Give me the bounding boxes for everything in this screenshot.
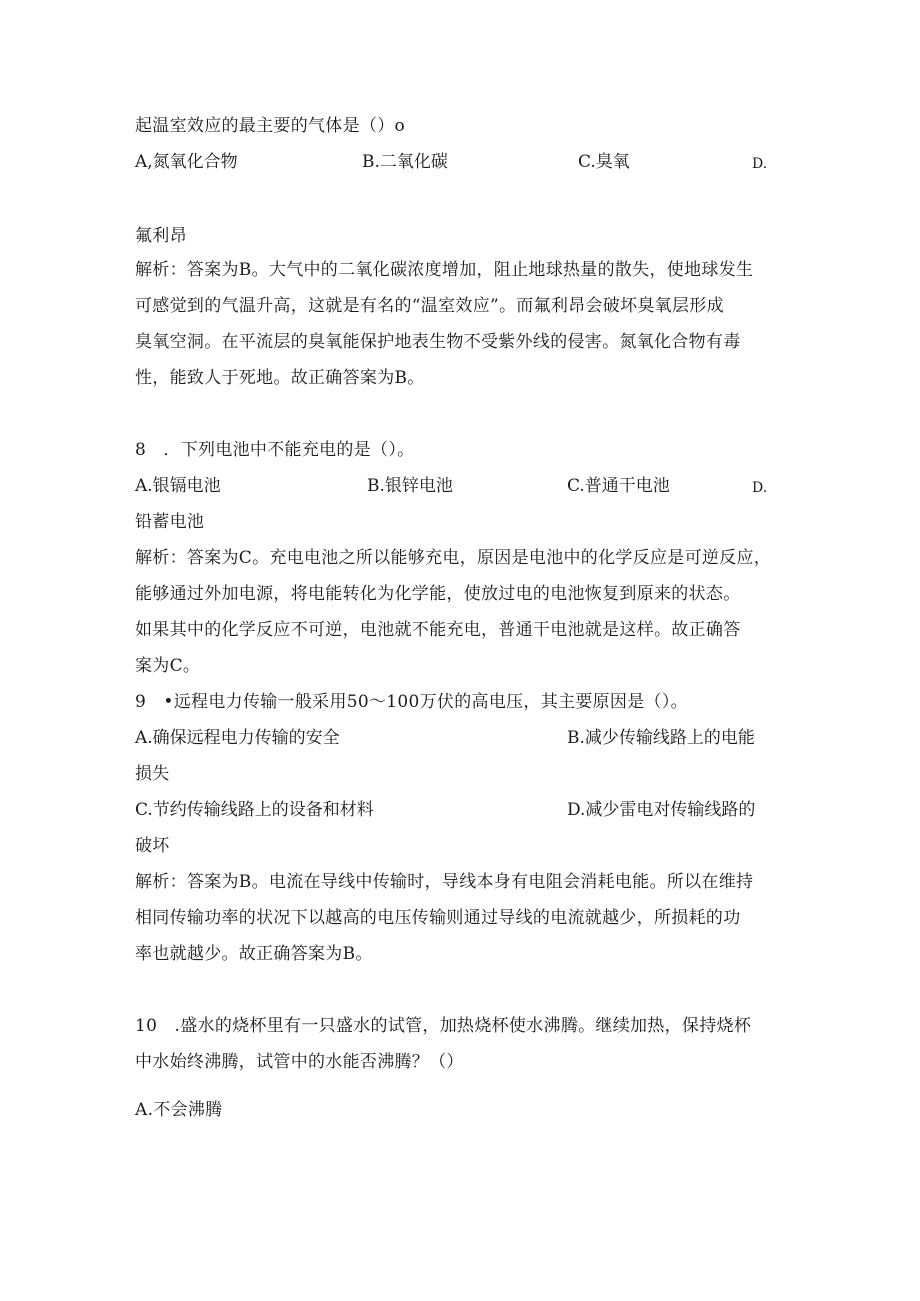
q8-analysis-line: 如果其中的化学反应不可逆，电池就不能充电，普通干电池就是这样。故正确答 bbox=[135, 620, 741, 640]
q9-option-b: B.减少传输线路上的电能 bbox=[567, 728, 755, 748]
q7-option-a: A,氮氧化合物 bbox=[135, 152, 238, 172]
q9-stem: 9 •远程电力传输一般采用50～100万伏的高电压，其主要原因是（）。 bbox=[135, 692, 688, 712]
q8-analysis-line: 能够通过外加电源，将电能转化为化学能，使放过电的电池恢复到原来的状态。 bbox=[135, 584, 741, 604]
q9-option-c: C.节约传输线路上的设备和材料 bbox=[135, 800, 374, 820]
q7-stem: 起温室效应的最主要的气体是（）o bbox=[135, 116, 406, 136]
q8-stem: 8 ．下列电池中不能充电的是（）。 bbox=[135, 440, 415, 460]
q7-analysis-line: 可感觉到的气温升高，这就是有名的“温室效应”。而氟利昂会破坏臭氧层形成 bbox=[135, 296, 724, 316]
q7-analysis-line: 解析：答案为B。大气中的二氧化碳浓度增加，阻止地球热量的散失，使地球发生 bbox=[135, 260, 754, 280]
q8-analysis-line: 案为C。 bbox=[135, 656, 201, 676]
q9-option-d-text: 破坏 bbox=[135, 836, 170, 856]
q8-option-a: A.银镉电池 bbox=[135, 476, 221, 496]
q7-option-c: C.臭氧 bbox=[578, 152, 630, 172]
q8-option-b: B.银锌电池 bbox=[367, 476, 453, 496]
q9-option-b-text: 损失 bbox=[135, 764, 170, 784]
q9-option-d: D.减少雷电对传输线路的 bbox=[567, 800, 756, 820]
q8-option-d-text: 铅蓄电池 bbox=[135, 512, 205, 532]
q7-analysis-line: 性，能致人于死地。故正确答案为B。 bbox=[135, 368, 425, 388]
q10-stem-line: 10 .盛水的烧杯里有一只盛水的试管，加热烧杯使水沸腾。继续加热，保持烧杯 bbox=[135, 1016, 752, 1036]
q9-analysis-line: 相同传输功率的状况下以越高的电压传输则通过导线的电流就越少，所损耗的功 bbox=[135, 908, 741, 928]
q7-analysis-line: 臭氧空洞。在平流层的臭氧能保护地表生物不受紫外线的侵害。氮氧化合物有毒 bbox=[135, 332, 741, 352]
q8-option-d: D. bbox=[752, 480, 768, 496]
q8-analysis-line: 解析：答案为C。充电电池之所以能够充电，原因是电池中的化学反应是可逆反应， bbox=[135, 548, 772, 568]
q8-option-c: C.普通干电池 bbox=[567, 476, 670, 496]
q7-option-b: B.二氧化碳 bbox=[362, 152, 448, 172]
q9-analysis-line: 解析：答案为B。电流在导线中传输时，导线本身有电阻会消耗电能。所以在维持 bbox=[135, 872, 754, 892]
q10-stem-line: 中水始终沸腾，试管中的水能否沸腾？（） bbox=[135, 1052, 464, 1072]
q10-option-a: A.不会沸腾 bbox=[135, 1100, 223, 1120]
q9-option-a: A.确保远程电力传输的安全 bbox=[135, 728, 340, 748]
q9-analysis-line: 率也就越少。故正确答案为B。 bbox=[135, 944, 373, 964]
q7-option-d-text: 氟利昂 bbox=[135, 226, 187, 246]
q7-option-d: D. bbox=[752, 156, 768, 172]
